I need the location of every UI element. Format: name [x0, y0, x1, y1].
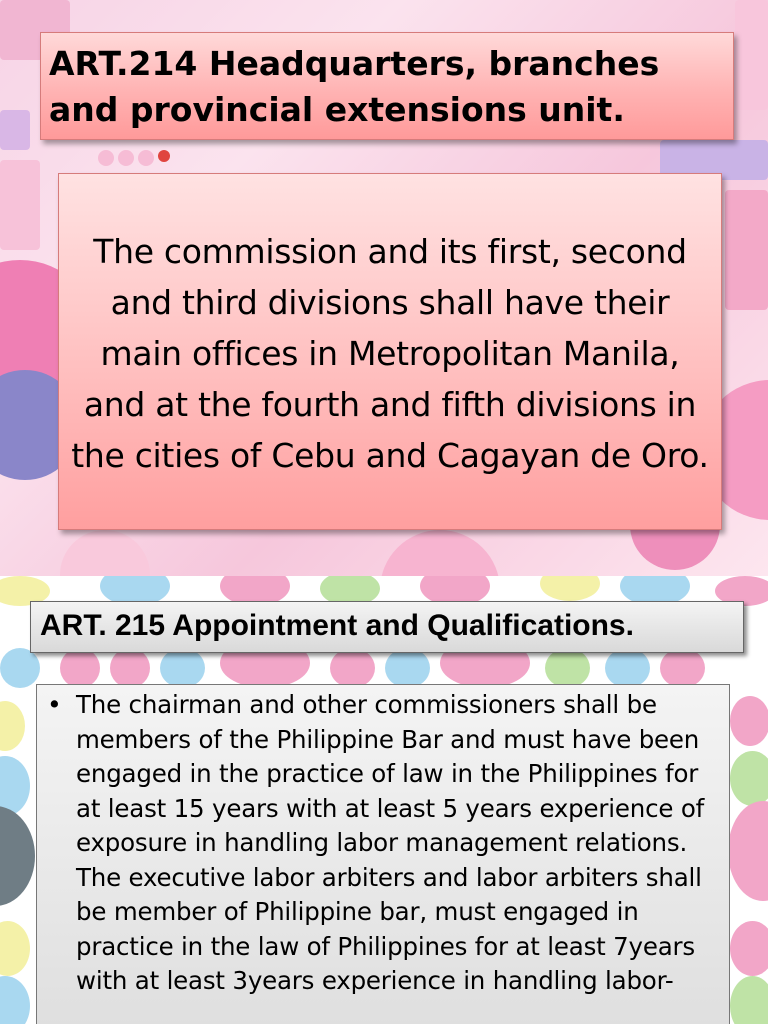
decor-circle [380, 530, 500, 576]
slide-2-body: The chairman and other commissioners shall be members of the Philippine Bar and must have been engaged in the practice of law in the Philippines for at least 15 years with at least 5 years experience of exposure in handling labor management relations. The executive labor arbiters and labor arbiters shall be member of Philippine bar, must engaged in practice in the law of Philippines for at least 7years with at least 3years experience in handling labor- [76, 690, 705, 995]
decor-dot [98, 150, 114, 166]
decor-dot [160, 648, 205, 688]
decor-dot [730, 921, 768, 976]
slide-2-title: ART. 215 Appointment and Qualifications. [40, 609, 634, 642]
decor-dot [110, 648, 150, 688]
decor-dot [730, 751, 768, 806]
decor-dot [0, 701, 25, 751]
slide-1-body: The commission and its first, second and third divisions shall have their main offices in Metropolitan Manila, and at the fourth and fifth divisions in the cities of Cebu and Cagayan de Oro. [71, 232, 709, 475]
decor-dot [385, 648, 430, 688]
bullet-icon: • [47, 690, 62, 719]
decor-dot [0, 976, 30, 1024]
slide-1-body-box [58, 173, 722, 530]
decor-dot [730, 976, 768, 1024]
decor-dot [0, 806, 35, 906]
decor-square [735, 0, 768, 110]
decor-dot [138, 150, 154, 166]
slide-2 [0, 576, 768, 1024]
decor-dot [728, 801, 768, 901]
decor-dot [540, 576, 600, 601]
decor-dot [0, 648, 40, 688]
slide-2-body-box [36, 684, 730, 1024]
decor-dot [605, 648, 650, 688]
slide-2-title-box [30, 601, 744, 653]
decor-square [725, 190, 768, 310]
bullet-item [47, 688, 719, 999]
decor-dot [330, 648, 375, 688]
decor-square [0, 110, 30, 150]
decor-dot [60, 648, 100, 688]
decor-square [0, 160, 40, 250]
decor-dot [730, 696, 768, 746]
slide-1-title: ART.214 Headquarters, branches and provincial extensions unit. [49, 44, 660, 129]
decor-dot [118, 150, 134, 166]
decor-dot [0, 921, 30, 976]
decor-circle [60, 530, 150, 576]
decor-dot [545, 648, 590, 688]
decor-dot [660, 648, 705, 688]
slide-1-title-box [40, 32, 734, 140]
decor-dot [158, 150, 170, 162]
